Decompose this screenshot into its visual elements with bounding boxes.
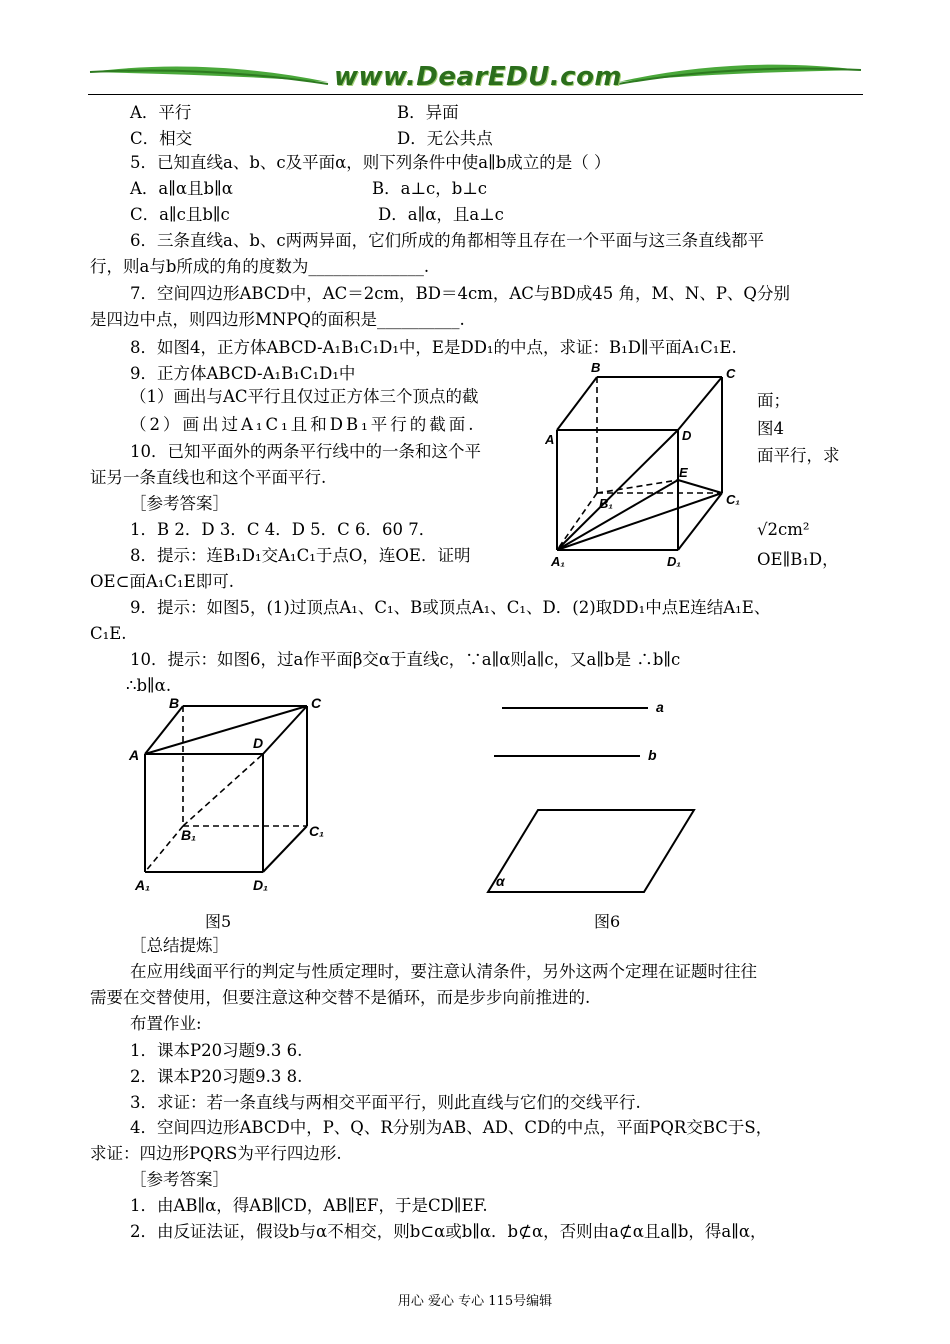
question-9: 9．正方体ABCD-A₁B₁C₁D₁中 [130, 364, 356, 383]
fig4-label-c1: C₁ [726, 492, 740, 507]
homework-4-line2: 求证：四边形PQRS为平行四边形. [90, 1144, 342, 1163]
fig5-label-b1: B₁ [181, 827, 197, 843]
question-9-part2: （2）画出过A₁C₁且和DB₁平行的截面. [130, 415, 477, 434]
question-10-line2: 证另一条直线也和这个平面平行. [90, 468, 327, 487]
answer-9-line1: 9．提示：如图5，(1)过顶点A₁、C₁、B或顶点A₁、C₁、D．(2)取DD₁中点E连结A₁E、 [130, 598, 771, 617]
question-6-line1: 6．三条直线a、b、c两两异面，它们所成的角都相等且存在一个平面与这三条直线都平 [130, 231, 765, 250]
answers-1-7: 1．B 2．D 3．C 4．D 5．C 6．60 7． [130, 520, 436, 539]
answer-9-line2: C₁E. [90, 624, 127, 643]
question-7-line2: 是四边中点，则四边形MNPQ的面积是__________. [90, 310, 465, 329]
question-6-line2: 行，则a与b所成的角的度数为______________. [90, 257, 430, 276]
answer-8-line2: OE⊂面A₁C₁E即可. [90, 572, 234, 591]
fig4-label-e: E [679, 465, 688, 480]
figure-4-caption: 图4 [757, 419, 784, 438]
header-banner [88, 58, 863, 98]
fig5-label-d: D [253, 735, 264, 751]
answer-8-line1: 8．提示：连B₁D₁交A₁C₁于点O，连OE．证明 [130, 546, 471, 565]
figure-4-cube [545, 360, 750, 575]
question-9-part1: （1）画出与AC平行且仅过正方体三个顶点的截 [130, 387, 479, 406]
fig5-label-a: A [129, 747, 140, 763]
option-a-parallel: A．平行 [130, 103, 192, 122]
fig6-label-alpha: α [496, 873, 505, 889]
option-d-no-common: D．无公共点 [397, 129, 493, 148]
summary-line2: 需要在交替使用，但要注意这种交替不是循环，而是步步向前推进的. [90, 988, 591, 1007]
question-8: 8．如图4，正方体ABCD-A₁B₁C₁D₁中，E是DD₁的中点，求证：B₁D∥平面A₁C₁E. [130, 338, 737, 357]
plane-alpha [488, 810, 694, 892]
q5-option-a: A．a∥α且b∥α [130, 179, 233, 198]
fig5-label-d1: D₁ [253, 877, 269, 893]
q5-option-c: C．a∥c且b∥c [130, 205, 230, 224]
figure-5-caption: 图5 [205, 912, 232, 931]
side-text-area: √2cm² [757, 520, 810, 539]
hw-answer-2: 2．由反证法证，假设b与α不相交，则b⊂α或b∥α．b⊄α，否则由a⊄α且a∥b，得a∥α， [130, 1222, 767, 1241]
fig4-label-d1: D₁ [667, 554, 681, 569]
answer-10-line2: ∴b∥α. [126, 676, 172, 695]
fig5-label-b: B [169, 695, 180, 711]
fig5-label-a1: A₁ [135, 877, 151, 893]
side-text-face: 面； [757, 391, 790, 410]
fig4-label-c: C [726, 366, 736, 381]
page-footer: 用心 爱心 专心 115号编辑 [397, 1294, 553, 1309]
fig4-label-d: D [682, 428, 692, 443]
fig4-label-b: B [591, 360, 601, 375]
question-5: 5．已知直线a、b、c及平面α，则下列条件中使a∥b成立的是（ ） [130, 153, 611, 172]
fig6-label-a: a [656, 699, 664, 715]
figure-6-lines-plane [480, 690, 710, 900]
fig5-label-c: C [311, 695, 322, 711]
homework-heading: 布置作业: [130, 1014, 202, 1033]
homework-3: 3．求证：若一条直线与两相交平面平行，则此直线与它们的交线平行. [130, 1093, 641, 1112]
answer-heading-1: ［参考答案］ [130, 494, 229, 513]
option-c-intersect: C．相交 [130, 129, 193, 148]
figure-5-cube [125, 690, 335, 900]
header-logo: www.DearEDU.com [333, 62, 623, 92]
question-10-line1: 10．已知平面外的两条平行线中的一条和这个平 [130, 442, 481, 461]
header-rule [88, 94, 863, 95]
fig6-label-b: b [648, 747, 657, 763]
option-b-skew: B．异面 [397, 103, 459, 122]
summary-heading: ［总结提炼］ [130, 936, 229, 955]
homework-4-line1: 4．空间四边形ABCD中，P、Q、R分别为AB、AD、CD的中点，平面PQR交BC于S， [130, 1118, 773, 1137]
fig5-label-c1: C₁ [309, 823, 325, 839]
side-text-parallel: 面平行，求 [757, 446, 840, 465]
q5-option-b: B．a⊥c，b⊥c [372, 179, 488, 198]
summary-line1: 在应用线面平行的判定与性质定理时，要注意认清条件，另外这两个定理在证题时往往 [130, 962, 757, 981]
answer-heading-2: ［参考答案］ [130, 1170, 229, 1189]
figure-6-caption: 图6 [594, 912, 621, 931]
fig4-label-b1: B₁ [599, 496, 613, 511]
fig4-label-a: A [545, 432, 555, 447]
homework-2: 2．课本P20习题9.3 8. [130, 1067, 303, 1086]
side-text-oe: OE∥B₁D， [757, 550, 839, 569]
hw-answer-1: 1．由AB∥α，得AB∥CD，AB∥EF，于是CD∥EF. [130, 1196, 488, 1215]
answer-10-line1: 10．提示：如图6，过a作平面β交α于直线c，∵a∥α则a∥c，又a∥b是 ∴b∥c [130, 650, 681, 669]
fig4-label-a1: A₁ [551, 554, 565, 569]
q5-option-d: D．a∥α，且a⊥c [378, 205, 504, 224]
homework-1: 1．课本P20习题9.3 6. [130, 1041, 303, 1060]
question-7-line1: 7．空间四边形ABCD中，AC＝2cm，BD＝4cm，AC与BD成45 角，M、N、P、Q分别 [130, 284, 790, 303]
